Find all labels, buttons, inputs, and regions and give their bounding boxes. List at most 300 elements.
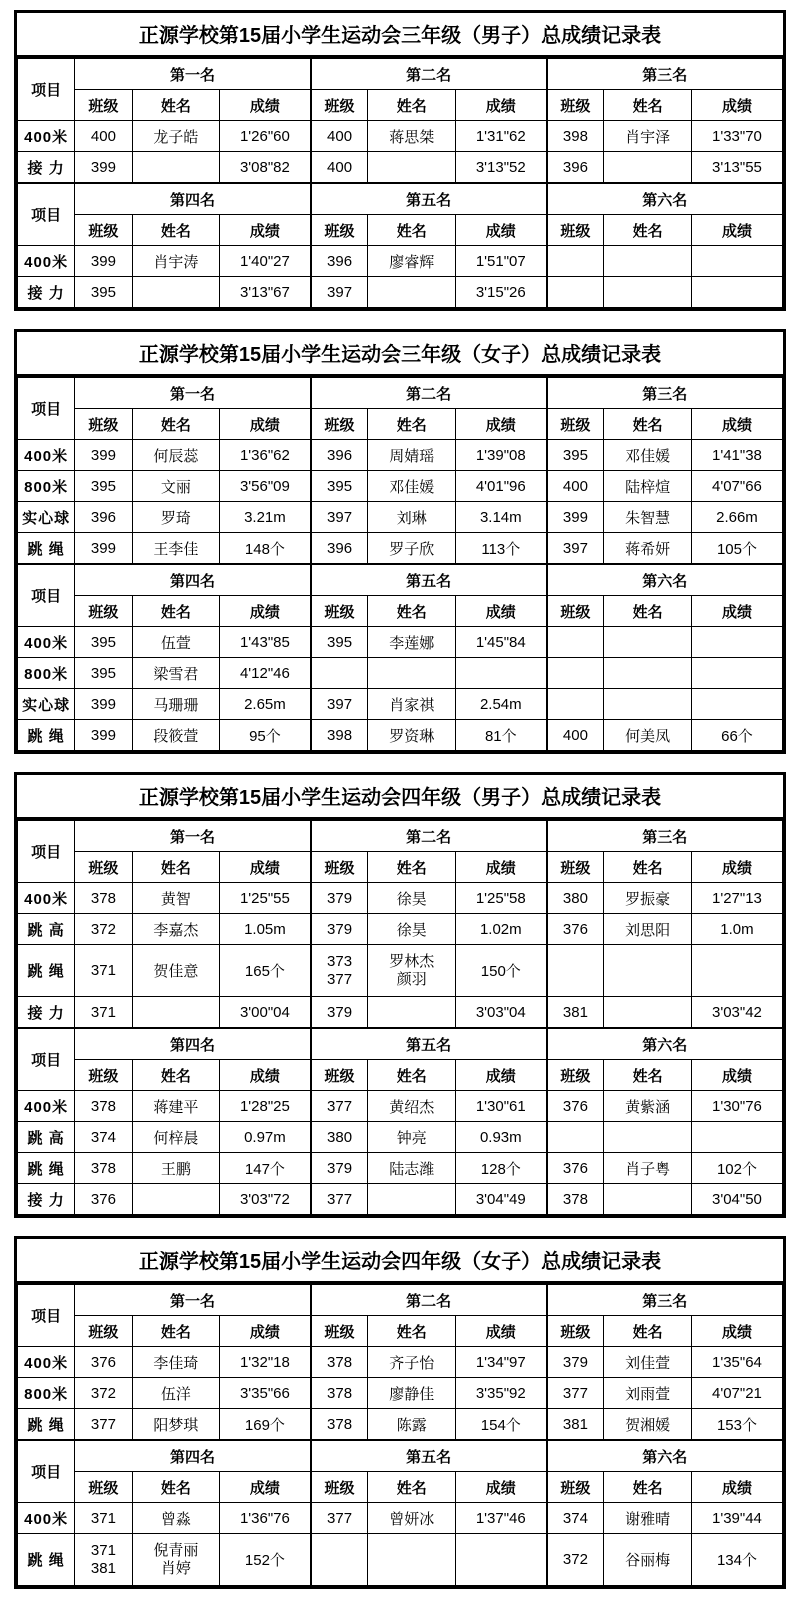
name-cell: 伍萱: [132, 627, 220, 658]
event-name: 800米: [18, 1378, 75, 1409]
result-cell: 134个: [691, 1534, 782, 1586]
class-cell: 399: [75, 720, 132, 751]
subheader-result: 成绩: [456, 1472, 547, 1503]
name-cell: 刘琳: [368, 502, 456, 533]
table-row: [18, 471, 783, 502]
rank-header: 第三名: [547, 59, 783, 90]
result-cell: 1'37"46: [456, 1503, 547, 1534]
subheader-result: 成绩: [691, 1060, 782, 1091]
subheader-name: 姓名: [368, 852, 456, 883]
table-row: [18, 246, 783, 277]
subheader-class: 班级: [311, 596, 368, 627]
rank-header: 第五名: [311, 565, 547, 596]
table-row: [18, 1347, 783, 1378]
event-name: 跳 绳: [18, 1153, 75, 1184]
subheader-name: 姓名: [368, 90, 456, 121]
subheader-result: 成绩: [456, 1060, 547, 1091]
subheader-class: 班级: [311, 1060, 368, 1091]
result-cell: 4'12"46: [220, 658, 311, 689]
results-sheet: [14, 1236, 786, 1589]
name-cell: [604, 627, 692, 658]
class-cell: 397: [311, 277, 368, 308]
results-table: [17, 183, 783, 308]
table-subheader-row: [18, 1316, 783, 1347]
name-cell: 刘佳萱: [604, 1347, 692, 1378]
name-cell: 李莲娜: [368, 627, 456, 658]
result-cell: [691, 1122, 782, 1153]
results-sheet: [14, 10, 786, 311]
class-cell: 381: [547, 1409, 604, 1440]
subheader-class: 班级: [75, 90, 132, 121]
results-table: [17, 1440, 783, 1586]
subheader-result: 成绩: [220, 215, 311, 246]
subheader-result: 成绩: [220, 596, 311, 627]
results-table: [17, 820, 783, 1028]
table-subheader-row: [18, 596, 783, 627]
class-cell: 378: [75, 883, 132, 914]
name-cell: 蒋思桀: [368, 121, 456, 152]
item-column-header: 项目: [18, 378, 75, 440]
subheader-class: 班级: [311, 1316, 368, 1347]
result-cell: 1'30"61: [456, 1091, 547, 1122]
name-cell: [368, 1184, 456, 1215]
name-cell: 文丽: [132, 471, 220, 502]
subheader-name: 姓名: [604, 1316, 692, 1347]
class-cell: [547, 689, 604, 720]
event-name: 实心球: [18, 502, 75, 533]
rank-header: 第一名: [75, 821, 311, 852]
name-cell: 肖家祺: [368, 689, 456, 720]
name-cell: 阳梦琪: [132, 1409, 220, 1440]
event-name: 800米: [18, 471, 75, 502]
name-cell: [368, 997, 456, 1028]
table-header-row: [18, 59, 783, 90]
subheader-class: 班级: [311, 90, 368, 121]
name-cell: 曾妍冰: [368, 1503, 456, 1534]
class-cell: 395: [75, 277, 132, 308]
name-cell: 马珊珊: [132, 689, 220, 720]
result-cell: 0.93m: [456, 1122, 547, 1153]
class-cell: 399: [75, 533, 132, 564]
result-cell: 3'08"82: [220, 152, 311, 183]
table-subheader-row: [18, 90, 783, 121]
sheet-title: 正源学校第15届小学生运动会四年级（女子）总成绩记录表: [17, 1239, 783, 1284]
subheader-class: 班级: [75, 1472, 132, 1503]
subheader-result: 成绩: [220, 409, 311, 440]
rank-header: 第二名: [311, 59, 547, 90]
result-cell: 1'36"76: [220, 1503, 311, 1534]
name-cell: 何梓晨: [132, 1122, 220, 1153]
result-cell: 3'04"49: [456, 1184, 547, 1215]
subheader-name: 姓名: [604, 409, 692, 440]
class-cell: 374: [547, 1503, 604, 1534]
subheader-result: 成绩: [220, 90, 311, 121]
class-cell: 399: [75, 152, 132, 183]
class-cell: 373 377: [311, 945, 368, 997]
name-cell: 曾淼: [132, 1503, 220, 1534]
subheader-name: 姓名: [604, 852, 692, 883]
table-row: [18, 152, 783, 183]
result-cell: 1'27"13: [691, 883, 782, 914]
sheet-title: 正源学校第15届小学生运动会三年级（女子）总成绩记录表: [17, 332, 783, 377]
class-cell: 396: [75, 502, 132, 533]
result-cell: 3'03"72: [220, 1184, 311, 1215]
table-row: [18, 1091, 783, 1122]
result-cell: [456, 658, 547, 689]
subheader-name: 姓名: [604, 215, 692, 246]
class-cell: 372: [547, 1534, 604, 1586]
name-cell: 罗琦: [132, 502, 220, 533]
name-cell: 陆志潍: [368, 1153, 456, 1184]
name-cell: 邓佳媛: [604, 440, 692, 471]
result-cell: 3'13"55: [691, 152, 782, 183]
subheader-class: 班级: [75, 1060, 132, 1091]
subheader-name: 姓名: [368, 215, 456, 246]
class-cell: 378: [75, 1091, 132, 1122]
subheader-name: 姓名: [368, 1472, 456, 1503]
class-cell: 379: [311, 914, 368, 945]
subheader-name: 姓名: [132, 596, 220, 627]
subheader-name: 姓名: [368, 409, 456, 440]
subheader-name: 姓名: [132, 1060, 220, 1091]
result-cell: 154个: [456, 1409, 547, 1440]
name-cell: [604, 658, 692, 689]
class-cell: 398: [311, 720, 368, 751]
rank-header: 第三名: [547, 821, 783, 852]
event-name: 接 力: [18, 1184, 75, 1215]
class-cell: 400: [311, 152, 368, 183]
subheader-class: 班级: [311, 215, 368, 246]
rank-header: 第一名: [75, 59, 311, 90]
subheader-class: 班级: [547, 852, 604, 883]
name-cell: 齐子怡: [368, 1347, 456, 1378]
subheader-result: 成绩: [456, 596, 547, 627]
table-row: [18, 1378, 783, 1409]
result-cell: 3'13"67: [220, 277, 311, 308]
result-cell: 1'36"62: [220, 440, 311, 471]
subheader-result: 成绩: [220, 1060, 311, 1091]
rank-header: 第二名: [311, 378, 547, 409]
result-cell: 2.54m: [456, 689, 547, 720]
result-cell: 4'01"96: [456, 471, 547, 502]
name-cell: [368, 152, 456, 183]
table-row: [18, 914, 783, 945]
results-table: [17, 1028, 783, 1215]
subheader-result: 成绩: [456, 215, 547, 246]
table-row: [18, 1534, 783, 1586]
class-cell: 379: [547, 1347, 604, 1378]
name-cell: [368, 658, 456, 689]
name-cell: [604, 277, 692, 308]
name-cell: [604, 246, 692, 277]
results-table: [17, 58, 783, 183]
name-cell: [604, 997, 692, 1028]
class-cell: 372: [75, 1378, 132, 1409]
sheet-title: 正源学校第15届小学生运动会三年级（男子）总成绩记录表: [17, 13, 783, 58]
name-cell: 廖静佳: [368, 1378, 456, 1409]
class-cell: 395: [75, 627, 132, 658]
class-cell: 371: [75, 1503, 132, 1534]
name-cell: 王李佳: [132, 533, 220, 564]
subheader-class: 班级: [547, 1316, 604, 1347]
subheader-name: 姓名: [604, 1060, 692, 1091]
result-cell: [691, 627, 782, 658]
subheader-result: 成绩: [220, 852, 311, 883]
table-row: [18, 277, 783, 308]
name-cell: [604, 1184, 692, 1215]
event-name: 400米: [18, 1347, 75, 1378]
result-cell: 1'35"64: [691, 1347, 782, 1378]
rank-header: 第四名: [75, 1029, 311, 1060]
class-cell: 378: [311, 1347, 368, 1378]
result-cell: 1'26"60: [220, 121, 311, 152]
result-cell: 1.02m: [456, 914, 547, 945]
rank-header: 第二名: [311, 821, 547, 852]
class-cell: 378: [311, 1409, 368, 1440]
class-cell: 372: [75, 914, 132, 945]
name-cell: [604, 1122, 692, 1153]
class-cell: 371: [75, 997, 132, 1028]
subheader-result: 成绩: [691, 215, 782, 246]
result-cell: 1'32"18: [220, 1347, 311, 1378]
name-cell: 黄绍杰: [368, 1091, 456, 1122]
event-name: 跳 绳: [18, 945, 75, 997]
result-cell: 1'51"07: [456, 246, 547, 277]
table-row: [18, 1153, 783, 1184]
subheader-class: 班级: [311, 852, 368, 883]
name-cell: 段筱萱: [132, 720, 220, 751]
subheader-result: 成绩: [691, 1472, 782, 1503]
result-cell: [456, 1534, 547, 1586]
table-row: [18, 627, 783, 658]
class-cell: 395: [311, 627, 368, 658]
class-cell: [547, 945, 604, 997]
table-header-row: [18, 184, 783, 215]
rank-header: 第三名: [547, 1285, 783, 1316]
results-table: [17, 1284, 783, 1440]
class-cell: 376: [75, 1184, 132, 1215]
subheader-name: 姓名: [132, 409, 220, 440]
subheader-result: 成绩: [456, 1316, 547, 1347]
class-cell: 395: [75, 658, 132, 689]
result-cell: [691, 945, 782, 997]
name-cell: 朱智慧: [604, 502, 692, 533]
result-cell: 1.05m: [220, 914, 311, 945]
subheader-result: 成绩: [456, 409, 547, 440]
table-header-row: [18, 378, 783, 409]
rank-header: 第六名: [547, 1029, 783, 1060]
name-cell: 廖睿辉: [368, 246, 456, 277]
table-row: [18, 720, 783, 751]
class-cell: 399: [75, 246, 132, 277]
subheader-class: 班级: [547, 596, 604, 627]
subheader-result: 成绩: [456, 90, 547, 121]
class-cell: [547, 627, 604, 658]
rank-header: 第五名: [311, 1441, 547, 1472]
name-cell: 伍洋: [132, 1378, 220, 1409]
name-cell: 黄紫涵: [604, 1091, 692, 1122]
class-cell: 397: [547, 533, 604, 564]
name-cell: 肖宇涛: [132, 246, 220, 277]
result-cell: [691, 277, 782, 308]
results-table: [17, 564, 783, 751]
item-column-header: 项目: [18, 1285, 75, 1347]
class-cell: 377: [75, 1409, 132, 1440]
result-cell: 4'07"66: [691, 471, 782, 502]
result-cell: 3'00"04: [220, 997, 311, 1028]
result-cell: 0.97m: [220, 1122, 311, 1153]
rank-header: 第三名: [547, 378, 783, 409]
results-sheet: [14, 772, 786, 1218]
table-header-row: [18, 1285, 783, 1316]
result-cell: 1.0m: [691, 914, 782, 945]
event-name: 400米: [18, 121, 75, 152]
result-cell: 1'30"76: [691, 1091, 782, 1122]
event-name: 实心球: [18, 689, 75, 720]
subheader-class: 班级: [547, 1060, 604, 1091]
subheader-class: 班级: [547, 90, 604, 121]
class-cell: 379: [311, 997, 368, 1028]
item-column-header: 项目: [18, 1441, 75, 1503]
class-cell: 377: [547, 1378, 604, 1409]
rank-header: 第六名: [547, 1441, 783, 1472]
table-subheader-row: [18, 1472, 783, 1503]
class-cell: 380: [547, 883, 604, 914]
result-cell: 1'45"84: [456, 627, 547, 658]
name-cell: 谷丽梅: [604, 1534, 692, 1586]
class-cell: 400: [75, 121, 132, 152]
sheet-title: 正源学校第15届小学生运动会四年级（男子）总成绩记录表: [17, 775, 783, 820]
table-subheader-row: [18, 852, 783, 883]
subheader-result: 成绩: [691, 852, 782, 883]
subheader-result: 成绩: [220, 1472, 311, 1503]
table-subheader-row: [18, 409, 783, 440]
name-cell: 李嘉杰: [132, 914, 220, 945]
name-cell: 谢雅晴: [604, 1503, 692, 1534]
result-cell: 102个: [691, 1153, 782, 1184]
table-row: [18, 658, 783, 689]
subheader-name: 姓名: [132, 90, 220, 121]
name-cell: [132, 1184, 220, 1215]
class-cell: 378: [547, 1184, 604, 1215]
rank-header: 第五名: [311, 184, 547, 215]
class-cell: [547, 246, 604, 277]
result-cell: 147个: [220, 1153, 311, 1184]
result-cell: 165个: [220, 945, 311, 997]
name-cell: 李佳琦: [132, 1347, 220, 1378]
subheader-name: 姓名: [604, 90, 692, 121]
subheader-result: 成绩: [691, 596, 782, 627]
table-row: [18, 440, 783, 471]
class-cell: [311, 1534, 368, 1586]
rank-header: 第四名: [75, 565, 311, 596]
result-cell: 3.21m: [220, 502, 311, 533]
event-name: 400米: [18, 883, 75, 914]
name-cell: 倪青丽 肖婷: [132, 1534, 220, 1586]
result-cell: 105个: [691, 533, 782, 564]
name-cell: 罗资琳: [368, 720, 456, 751]
subheader-name: 姓名: [132, 1472, 220, 1503]
event-name: 400米: [18, 1503, 75, 1534]
item-column-header: 项目: [18, 1029, 75, 1091]
rank-header: 第六名: [547, 184, 783, 215]
name-cell: 刘思阳: [604, 914, 692, 945]
class-cell: 396: [311, 246, 368, 277]
class-cell: 377: [311, 1184, 368, 1215]
class-cell: 399: [547, 502, 604, 533]
class-cell: [547, 277, 604, 308]
name-cell: 罗子欣: [368, 533, 456, 564]
name-cell: [368, 1534, 456, 1586]
result-cell: 3.14m: [456, 502, 547, 533]
class-cell: [311, 658, 368, 689]
class-cell: 371 381: [75, 1534, 132, 1586]
name-cell: 陆梓煊: [604, 471, 692, 502]
class-cell: 397: [311, 502, 368, 533]
item-column-header: 项目: [18, 821, 75, 883]
subheader-name: 姓名: [604, 596, 692, 627]
name-cell: 刘雨萱: [604, 1378, 692, 1409]
result-cell: 1'41"38: [691, 440, 782, 471]
table-row: [18, 997, 783, 1028]
class-cell: 381: [547, 997, 604, 1028]
table-row: [18, 1409, 783, 1440]
name-cell: 黄智: [132, 883, 220, 914]
result-cell: 113个: [456, 533, 547, 564]
class-cell: 378: [311, 1378, 368, 1409]
class-cell: 396: [311, 440, 368, 471]
name-cell: 贺佳意: [132, 945, 220, 997]
result-cell: 1'25"55: [220, 883, 311, 914]
result-cell: [691, 658, 782, 689]
result-cell: 3'04"50: [691, 1184, 782, 1215]
class-cell: 374: [75, 1122, 132, 1153]
name-cell: 王鹏: [132, 1153, 220, 1184]
class-cell: 376: [547, 1091, 604, 1122]
result-cell: 152个: [220, 1534, 311, 1586]
subheader-class: 班级: [311, 409, 368, 440]
name-cell: [132, 277, 220, 308]
class-cell: 396: [311, 533, 368, 564]
name-cell: 罗振豪: [604, 883, 692, 914]
subheader-result: 成绩: [220, 1316, 311, 1347]
class-cell: [547, 658, 604, 689]
name-cell: 蒋建平: [132, 1091, 220, 1122]
class-cell: 395: [311, 471, 368, 502]
class-cell: 395: [547, 440, 604, 471]
table-header-row: [18, 565, 783, 596]
result-cell: 3'13"52: [456, 152, 547, 183]
table-row: [18, 502, 783, 533]
name-cell: 周婧瑶: [368, 440, 456, 471]
subheader-result: 成绩: [691, 90, 782, 121]
rank-header: 第一名: [75, 378, 311, 409]
result-cell: 1'43"85: [220, 627, 311, 658]
subheader-name: 姓名: [132, 852, 220, 883]
item-column-header: 项目: [18, 184, 75, 246]
subheader-class: 班级: [311, 1472, 368, 1503]
item-column-header: 项目: [18, 565, 75, 627]
name-cell: 龙子皓: [132, 121, 220, 152]
name-cell: 肖宇泽: [604, 121, 692, 152]
event-name: 800米: [18, 658, 75, 689]
name-cell: [132, 152, 220, 183]
subheader-name: 姓名: [132, 1316, 220, 1347]
rank-header: 第四名: [75, 1441, 311, 1472]
result-cell: 1'25"58: [456, 883, 547, 914]
result-cell: 3'35"92: [456, 1378, 547, 1409]
event-name: 接 力: [18, 277, 75, 308]
